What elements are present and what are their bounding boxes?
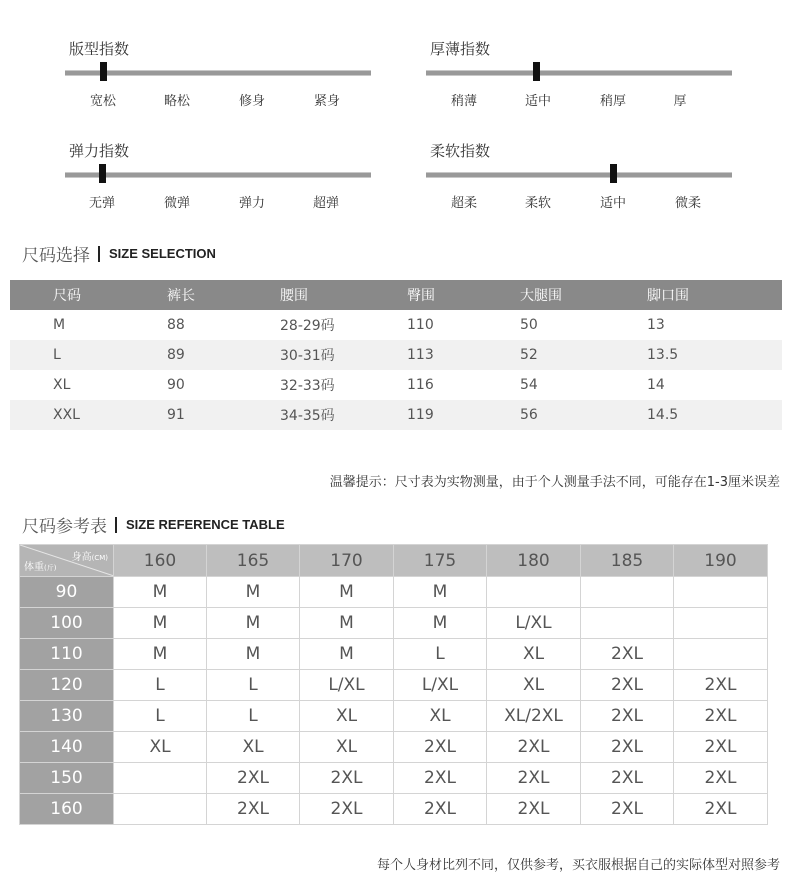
- table-cell: [581, 608, 674, 639]
- table-cell: 2XL: [674, 701, 768, 732]
- elasticity-index-title: 弹力指数: [69, 142, 130, 160]
- table-cell: 2XL: [487, 763, 581, 794]
- table-cell: XXL: [10, 400, 167, 430]
- table-cell: 28-29码: [280, 318, 335, 334]
- table-row: [20, 608, 768, 639]
- table-cell: M: [300, 577, 394, 608]
- heading-divider: [98, 246, 100, 262]
- height-unit: (CM): [91, 554, 108, 562]
- table-cell: L: [10, 340, 167, 370]
- elasticity-index-label: 超弹: [312, 196, 340, 211]
- size-table-header: 腰围: [280, 280, 407, 310]
- table-cell: M: [207, 639, 300, 670]
- table-cell: 2XL: [581, 670, 674, 701]
- table-cell: M: [114, 608, 207, 639]
- reference-header-row: [20, 545, 768, 577]
- fit-index-marker: [100, 62, 107, 81]
- table-row: [20, 639, 768, 670]
- table-cell: XL: [114, 732, 207, 763]
- size-selection-title-en: SIZE SELECTION: [109, 246, 216, 261]
- softness-index-track: [426, 172, 732, 178]
- table-cell: M: [207, 577, 300, 608]
- table-cell: M: [114, 639, 207, 670]
- height-axis-label: [72, 548, 108, 563]
- fit-index: [65, 38, 375, 108]
- table-cell: L: [114, 670, 207, 701]
- table-cell: 2XL: [674, 732, 768, 763]
- table-cell: L/XL: [300, 670, 394, 701]
- table-cell: 14: [647, 377, 665, 393]
- table-cell: 88: [167, 317, 185, 333]
- size-reference-heading: [22, 512, 285, 537]
- table-cell: 56: [520, 400, 647, 430]
- table-cell: 2XL: [581, 794, 674, 825]
- table-cell: 2XL: [300, 763, 394, 794]
- size-table-header: 臀围: [407, 280, 520, 310]
- elasticity-index-label: 弹力: [238, 196, 266, 211]
- table-cell: 2XL: [487, 794, 581, 825]
- table-cell: [114, 763, 207, 794]
- table-cell: 54: [520, 377, 538, 393]
- table-cell: M: [394, 608, 487, 639]
- table-row: [20, 794, 768, 825]
- table-cell: 2XL: [581, 639, 674, 670]
- elasticity-index-marker: [99, 164, 106, 183]
- table-cell: 2XL: [674, 763, 768, 794]
- table-cell: 2XL: [674, 794, 768, 825]
- table-cell: [487, 577, 581, 608]
- table-cell: M: [53, 317, 66, 333]
- fit-index-label: 紧身: [313, 94, 341, 109]
- thickness-index: [426, 38, 736, 108]
- table-cell: 110: [407, 317, 434, 333]
- weight-header: 160: [20, 794, 114, 825]
- softness-index: [426, 140, 736, 210]
- table-cell: M: [207, 608, 300, 639]
- fit-index-title: 版型指数: [69, 40, 130, 58]
- weight-label: 体重: [24, 562, 44, 573]
- table-cell: 14.5: [647, 400, 782, 430]
- fit-index-track: [65, 70, 371, 76]
- height-header: 170: [300, 545, 394, 577]
- height-header: 185: [581, 545, 674, 577]
- height-header: 180: [487, 545, 581, 577]
- fit-index-label: 修身: [238, 94, 266, 109]
- size-table-header: 裤长: [167, 280, 280, 310]
- table-cell: 2XL: [207, 763, 300, 794]
- table-cell: XL: [487, 670, 581, 701]
- table-cell: L/XL: [394, 670, 487, 701]
- table-cell: M: [114, 577, 207, 608]
- table-row: [20, 577, 768, 608]
- table-cell: 2XL: [207, 794, 300, 825]
- table-cell: 52: [520, 340, 647, 370]
- size-reference-title-en: SIZE REFERENCE TABLE: [126, 517, 285, 532]
- table-cell: 90: [167, 377, 185, 393]
- weight-unit: (斤): [44, 564, 57, 572]
- fit-index-label: 略松: [163, 94, 191, 109]
- height-weight-corner: [20, 545, 114, 577]
- height-label: 身高: [71, 552, 92, 563]
- table-cell: 89: [167, 340, 280, 370]
- table-cell: 2XL: [394, 794, 487, 825]
- softness-index-label: 适中: [599, 196, 627, 211]
- weight-header: 90: [20, 577, 114, 608]
- table-cell: XL: [487, 639, 581, 670]
- softness-index-marker: [610, 164, 617, 183]
- table-cell: L/XL: [487, 608, 581, 639]
- table-cell: [674, 608, 768, 639]
- table-cell: M: [300, 639, 394, 670]
- size-table-header-row: [10, 280, 782, 310]
- table-cell: 13.5: [647, 340, 782, 370]
- table-cell: 32-33码: [280, 378, 335, 394]
- height-header: 190: [674, 545, 768, 577]
- table-row: [10, 370, 782, 400]
- table-cell: [114, 794, 207, 825]
- table-cell: 91: [167, 400, 280, 430]
- reference-footer-note: 每个人身材比列不同，仅供参考，买衣服根据自己的实际体型对照参考: [376, 858, 780, 873]
- table-cell: 34-35码: [280, 400, 407, 430]
- table-cell: XL: [53, 377, 71, 393]
- table-row: [20, 701, 768, 732]
- table-row: [20, 732, 768, 763]
- measurement-note: 温馨提示：尺寸表为实物测量，由于个人测量手法不同，可能存在1-3厘米误差: [329, 475, 780, 490]
- table-cell: XL: [207, 732, 300, 763]
- softness-index-label: 超柔: [450, 196, 478, 211]
- table-cell: 30-31码: [280, 340, 407, 370]
- table-cell: XL: [394, 701, 487, 732]
- size-reference-table: [19, 544, 768, 825]
- table-cell: XL: [300, 701, 394, 732]
- weight-header: 120: [20, 670, 114, 701]
- table-cell: 2XL: [487, 732, 581, 763]
- size-reference-title-cn: 尺码参考表: [22, 517, 107, 537]
- thickness-index-label: 适中: [524, 94, 552, 109]
- table-cell: [581, 577, 674, 608]
- thickness-index-title: 厚薄指数: [430, 40, 491, 58]
- table-cell: 2XL: [394, 732, 487, 763]
- table-cell: 13: [647, 317, 665, 333]
- table-cell: 116: [407, 377, 434, 393]
- height-header: 160: [114, 545, 207, 577]
- weight-header: 130: [20, 701, 114, 732]
- elasticity-index-track: [65, 172, 371, 178]
- table-cell: 119: [407, 400, 520, 430]
- table-cell: M: [394, 577, 487, 608]
- weight-header: 140: [20, 732, 114, 763]
- thickness-index-marker: [533, 62, 540, 81]
- table-cell: 50: [520, 317, 538, 333]
- softness-index-title: 柔软指数: [430, 142, 491, 160]
- table-cell: 2XL: [394, 763, 487, 794]
- table-cell: 113: [407, 340, 520, 370]
- table-cell: L: [207, 701, 300, 732]
- table-row: [10, 340, 782, 370]
- thickness-index-track: [426, 70, 732, 76]
- size-selection-title-cn: 尺码选择: [22, 246, 90, 266]
- table-cell: 2XL: [581, 763, 674, 794]
- table-row: [20, 763, 768, 794]
- table-cell: XL: [300, 732, 394, 763]
- table-cell: L: [207, 670, 300, 701]
- table-cell: XL/2XL: [487, 701, 581, 732]
- elasticity-index-label: 微弹: [163, 196, 191, 211]
- table-cell: 2XL: [581, 732, 674, 763]
- fit-index-label: 宽松: [89, 94, 117, 109]
- thickness-index-label: 稍薄: [450, 94, 478, 109]
- size-table-header: 脚口围: [647, 280, 782, 310]
- table-cell: L: [394, 639, 487, 670]
- height-header: 165: [207, 545, 300, 577]
- table-cell: 2XL: [674, 670, 768, 701]
- table-cell: [674, 639, 768, 670]
- table-row: [10, 310, 782, 340]
- table-cell: 2XL: [581, 701, 674, 732]
- size-selection-table: [10, 280, 782, 430]
- thickness-index-label: 厚: [673, 94, 687, 109]
- heading-divider: [115, 517, 117, 533]
- softness-index-label: 微柔: [674, 196, 702, 211]
- table-cell: [674, 577, 768, 608]
- size-table-header: 尺码: [10, 280, 167, 310]
- softness-index-label: 柔软: [524, 196, 552, 211]
- table-row: [10, 400, 782, 430]
- size-selection-heading: [22, 241, 216, 266]
- elasticity-index: [65, 140, 375, 210]
- table-row: [20, 670, 768, 701]
- table-cell: L: [114, 701, 207, 732]
- table-cell: 2XL: [300, 794, 394, 825]
- weight-axis-label: [24, 558, 56, 573]
- height-header: 175: [394, 545, 487, 577]
- elasticity-index-label: 无弹: [88, 196, 116, 211]
- size-table-header: 大腿围: [520, 280, 647, 310]
- weight-header: 110: [20, 639, 114, 670]
- weight-header: 100: [20, 608, 114, 639]
- thickness-index-label: 稍厚: [599, 94, 627, 109]
- weight-header: 150: [20, 763, 114, 794]
- table-cell: M: [300, 608, 394, 639]
